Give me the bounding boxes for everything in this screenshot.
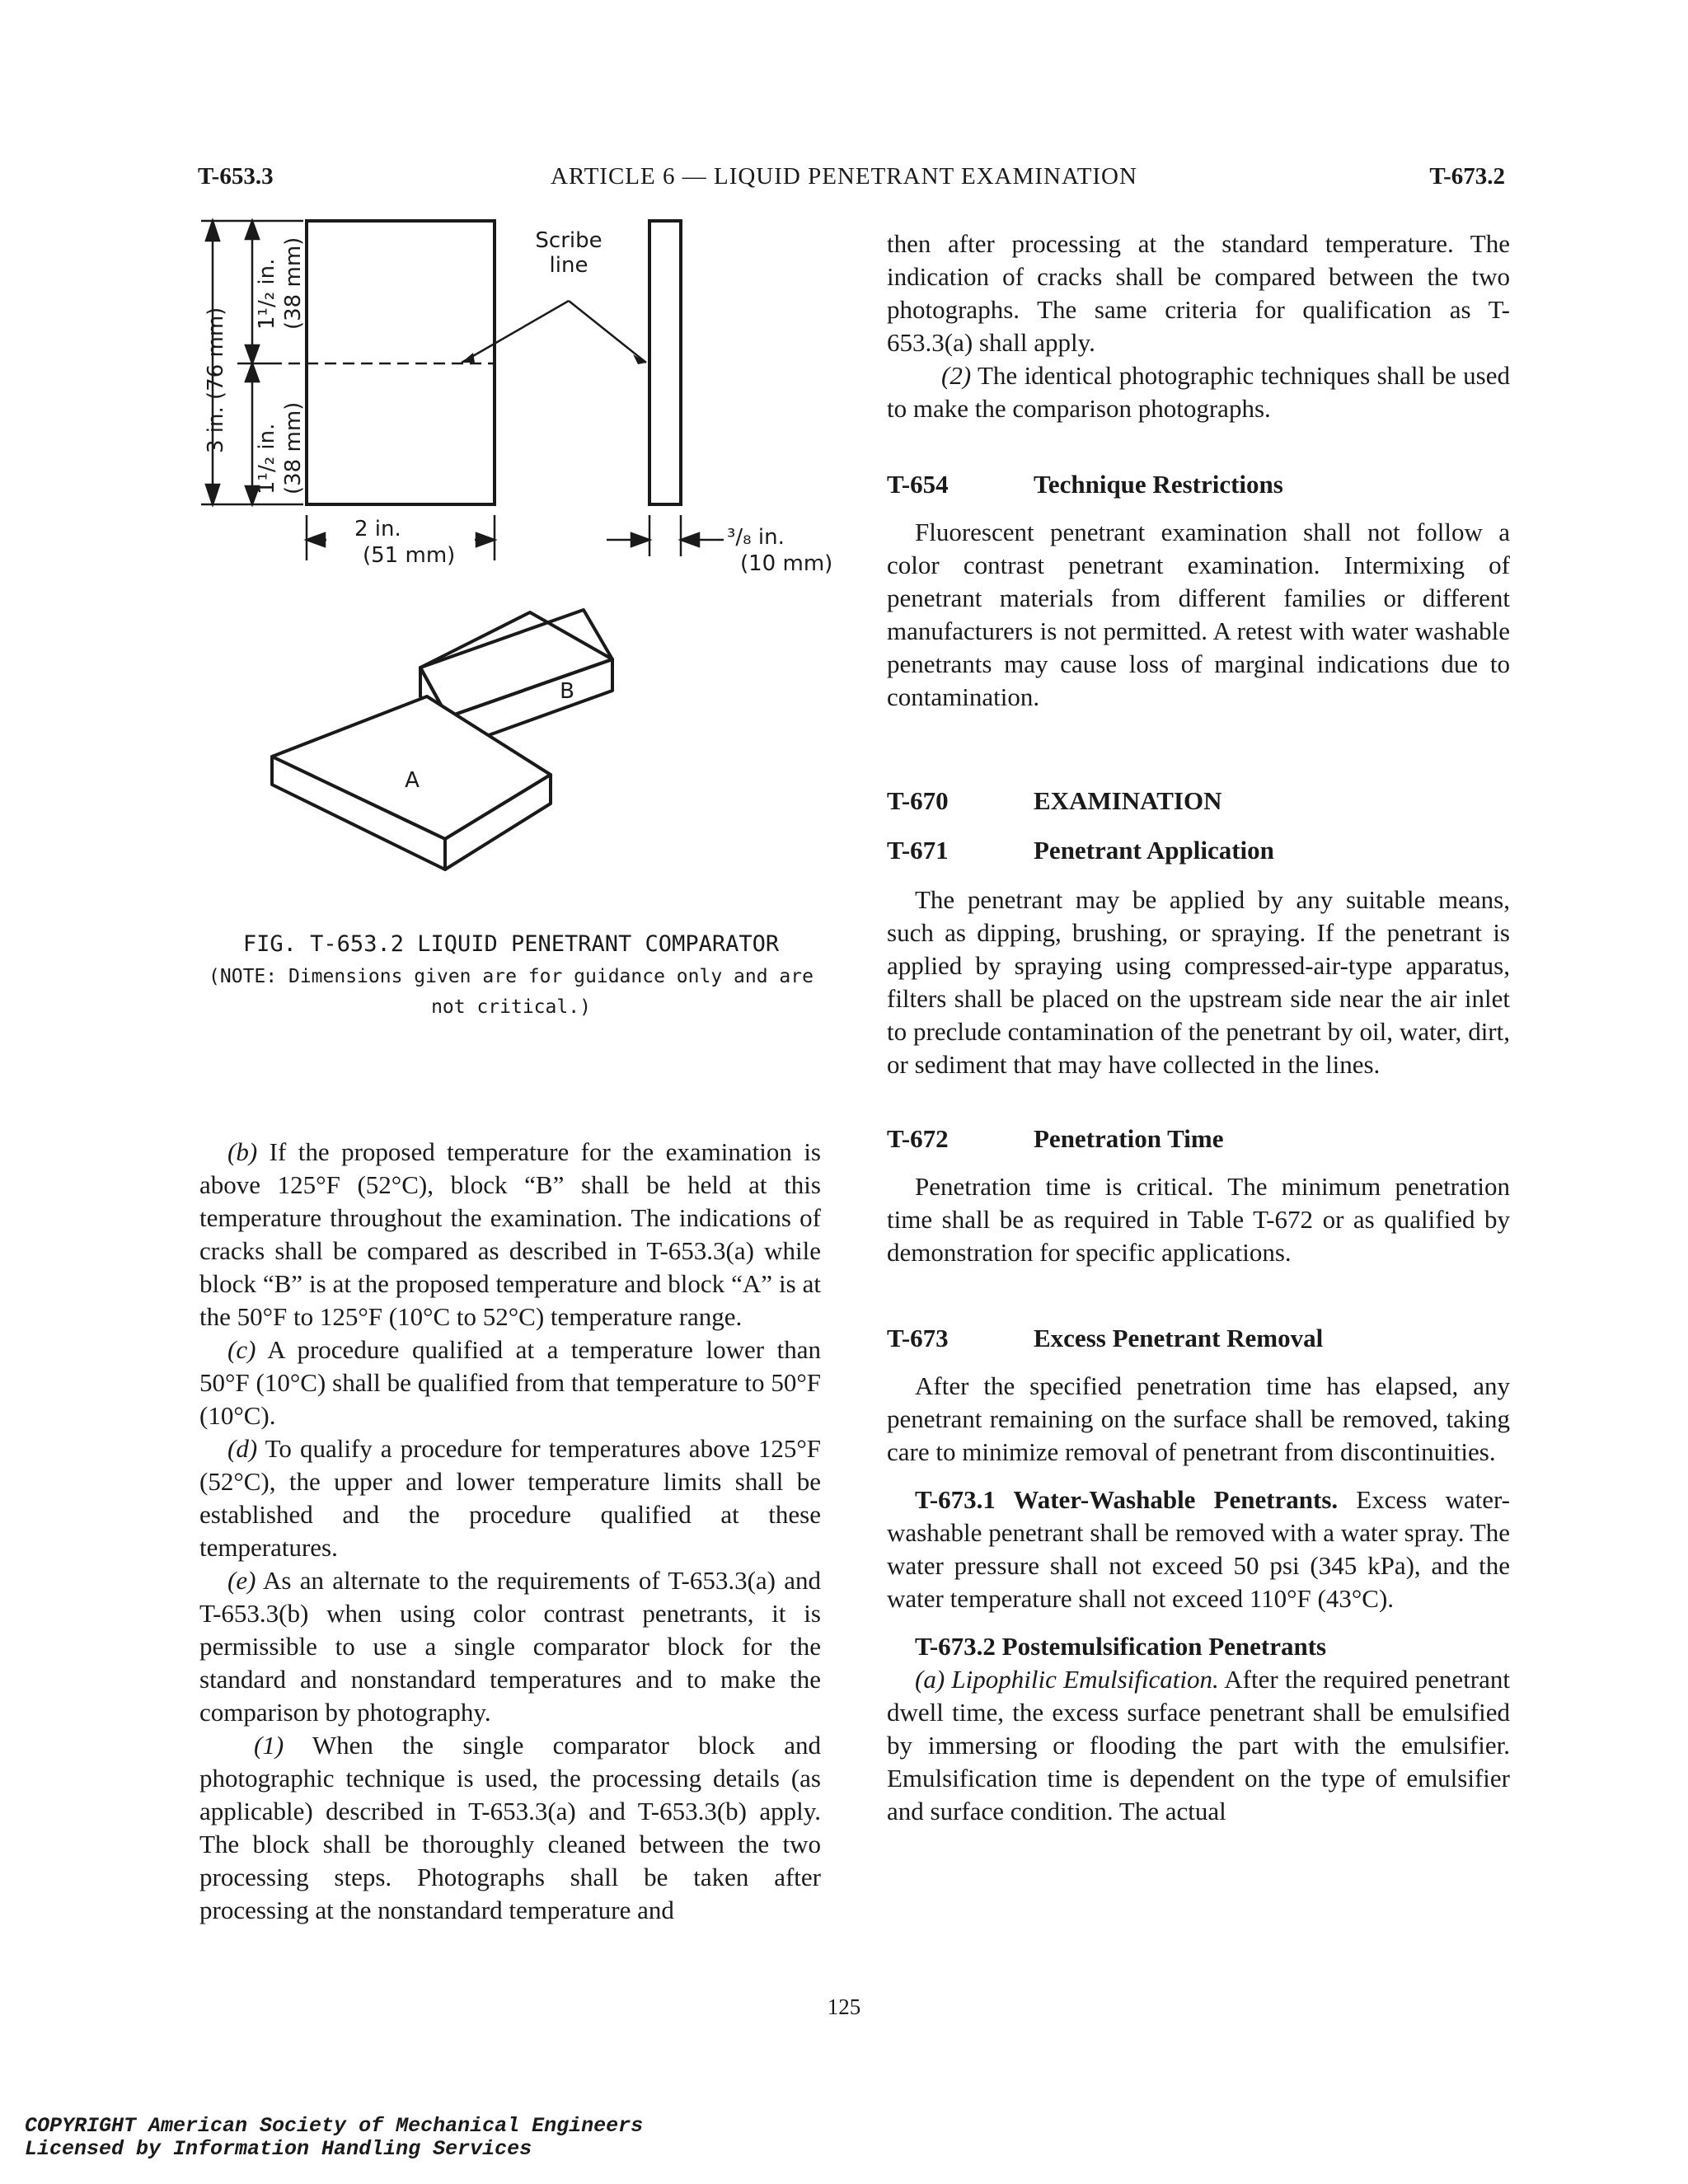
- dim-width-mm: (51 mm): [363, 543, 456, 568]
- dim-top-half-in: 1¹/₂ in.: [255, 258, 279, 330]
- paragraph-b: (b) If the proposed temperature for the examination is above 125°F (52°C), block “B” shall be held at this temperature throughout the examination. The indications of cracks shall be compared as described in T-653.3(a) while block “B” is at the proposed temperature and block “A” is at the 50°F to 125°F (10°C to 52°C) temperature range.: [199, 1137, 821, 1331]
- paragraph-d: (d) To qualify a procedure for temperatures above 125°F (52°C), the upper and lower temperature limits shall be established and the procedure qualified at these temperatures.: [199, 1434, 821, 1562]
- figure-caption-title: FIG. T-653.2 LIQUID PENETRANT COMPARATOR: [242, 931, 780, 957]
- section-heading-t673: T-673 Excess Penetrant Removal: [887, 1324, 1324, 1352]
- paragraph-e: (e) As an alternate to the requirements of T-653.3(a) and T-653.3(b) when using color contrast penetrants, it is permissible to use a single comparator block for the standard and nonstandard temperatures and to make the comparison by photography.: [199, 1566, 822, 1727]
- header-section-right: T-673.2: [1429, 163, 1505, 190]
- paragraph-t672: Penetration time is critical. The minimum penetration time shall be as required in Table T-672 or as qualified by demonstration for specific applications.: [887, 1172, 1510, 1267]
- copyright-notice: [25, 2115, 643, 2161]
- section-heading-t654: T-654 Technique Restrictions: [887, 470, 1283, 499]
- figure-caption: [198, 931, 824, 1023]
- copyright-line-1: COPYRIGHT American Society of Mechanical Engineers: [25, 2114, 644, 2138]
- header-article-title: ARTICLE 6 — LIQUID PENETRANT EXAMINATION: [551, 163, 1137, 190]
- copyright-line-2: Licensed by Information Handling Services: [25, 2137, 532, 2161]
- figure-caption-note: (NOTE: Dimensions given are for guidance only and are not critical.): [209, 966, 814, 1018]
- paragraph-t6731: T-673.1 Water-Washable Penetrants. Excess water-washable penetrant shall be removed with a water spray. The water pressure shall not exceed 50 psi (345 kPa), and the water temperature shall not exceed 110°F (43°C).: [887, 1485, 1510, 1613]
- paragraph-t6732-a: (a) Lipophilic Emulsification. After the required penetrant dwell time, the excess surface penetrant shall be emulsified by immersing or flooding the part with the emulsifier. Emulsification time is dependent on the type of emulsifier and surface condition. The actual: [887, 1665, 1510, 1825]
- comparator-figure: [188, 206, 839, 907]
- left-column: [199, 1136, 821, 1927]
- dim-top-half-mm: (38 mm): [281, 237, 306, 330]
- paragraph-t671: The penetrant may be applied by any suitable means, such as dipping, brushing, or spraying. If the penetrant is applied by spraying using compressed-air-type apparatus, filters shall be placed on the upstream side near the air inlet to preclude contamination of the penetrant by oil, water, dirt, or sediment that may have collected in the lines.: [887, 885, 1510, 1079]
- paragraph-t654: Fluorescent penetrant examination shall not follow a color contrast penetrant examination. Intermixing of penetrant materials from different families or different manufacturers is not permitted. A retest with water washable penetrants may cause loss of marginal indications due to contamination.: [887, 518, 1510, 711]
- scribe-label-line2: line: [549, 253, 588, 278]
- section-heading-t670: T-670 EXAMINATION: [887, 786, 1222, 815]
- right-column: [887, 227, 1510, 1828]
- dim-total-height: 3 in. (76 mm): [204, 307, 228, 453]
- paragraph-t673: After the specified penetration time has elapsed, any penetrant remaining on the surface shall be removed, taking care to minimize removal of penetrant from discontinuities.: [887, 1371, 1510, 1466]
- dim-thickness-mm: (10 mm): [740, 551, 833, 576]
- dim-bottom-half-mm: (38 mm): [281, 401, 306, 494]
- section-heading-t672: T-672 Penetration Time: [887, 1124, 1224, 1153]
- dim-width-in: 2 in.: [354, 517, 401, 541]
- paragraph-e1: (1) When the single comparator block and photographic technique is used, the processing details (as applicable) described in T-653.3(a) and T-653.3(b) apply. The block shall be thoroughly cleaned between the two processing steps. Photographs shall be taken after processing at the nonstandard temperature and: [199, 1731, 821, 1924]
- dim-thickness-in: ³/₈ in.: [727, 525, 785, 550]
- block-side-view: [649, 221, 681, 504]
- paragraph-e2: (2) The identical photographic techniques shall be used to make the comparison photographs.: [887, 361, 1510, 423]
- header-section-left: T-653.3: [198, 163, 274, 190]
- paragraph-continued: then after processing at the standard temperature. The indication of cracks shall be compared between the two photographs. The same criteria for qualification as T-653.3(a) shall apply.: [887, 229, 1510, 357]
- scribe-label-line1: Scribe: [535, 228, 603, 253]
- heading-t6732: T-673.2 Postemulsification Penetrants: [915, 1632, 1327, 1661]
- block-a-label: A: [405, 768, 420, 793]
- paragraph-c: (c) A procedure qualified at a temperature lower than 50°F (10°C) shall be qualified from that temperature to 50°F (10°C).: [199, 1335, 821, 1430]
- section-heading-t671: T-671 Penetrant Application: [887, 836, 1274, 865]
- block-b-label: B: [560, 679, 574, 704]
- dim-bottom-half-in: 1¹/₂ in.: [255, 423, 279, 494]
- page-number: 125: [827, 1994, 861, 2019]
